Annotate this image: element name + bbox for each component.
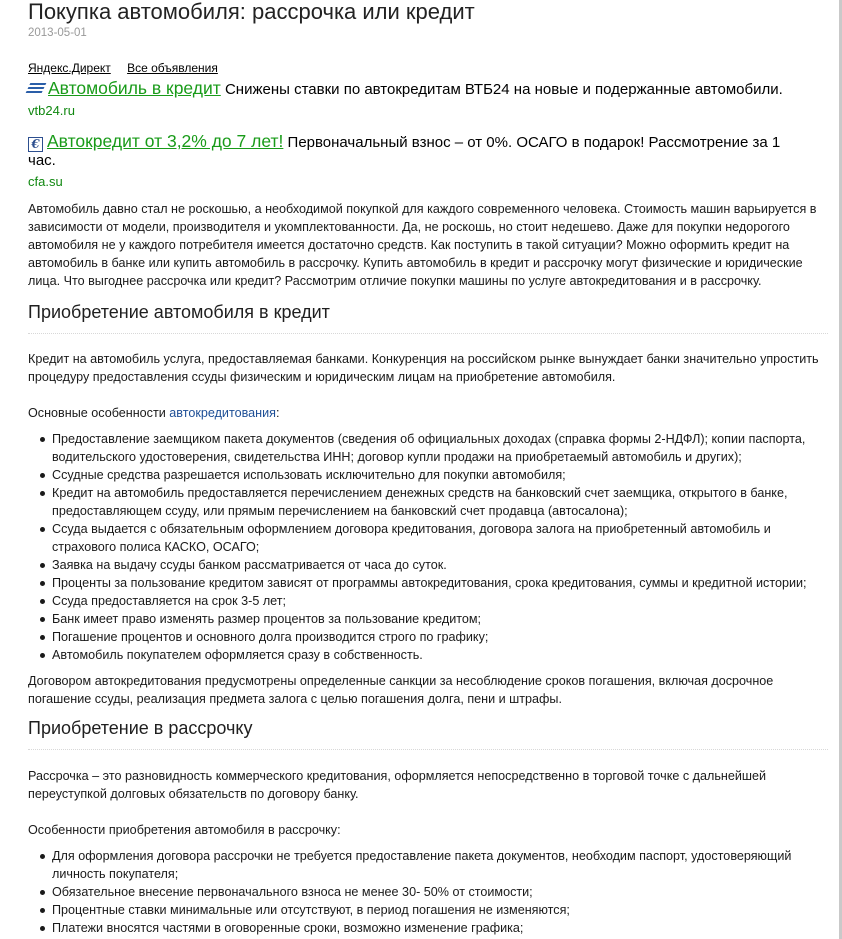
ad-domain[interactable]: vtb24.ru bbox=[28, 103, 75, 118]
list-item: Банк имеет право изменять размер процентов за пользование кредитом; bbox=[52, 610, 828, 628]
features-prefix: Основные особенности bbox=[28, 406, 170, 420]
list-item: Заявка на выдачу ссуды банком рассматривается от часа до суток. bbox=[52, 556, 828, 574]
ad-text: Первоначальный взнос – от 0%. ОСАГО в подарок! Рассмотрение за 1 час. bbox=[28, 134, 781, 169]
cfa-logo-icon: € bbox=[28, 137, 43, 152]
article-body bbox=[28, 200, 828, 937]
list-item: Для оформления договора рассрочки не требуется предоставление пакета документов, необходим паспорт, удостоверяющий личность покупателя; bbox=[52, 847, 828, 883]
list-item: Погашение процентов и основного долга производится строго по графику; bbox=[52, 628, 828, 646]
credit-features-list bbox=[28, 430, 828, 664]
ad-title-link[interactable]: Автокредит от 3,2% до 7 лет! bbox=[47, 131, 284, 151]
installment-features-intro: Особенности приобретения автомобиля в рассрочку: bbox=[28, 823, 341, 837]
section-heading-credit: Приобретение автомобиля в кредит bbox=[28, 302, 828, 334]
list-item: Обязательное внесение первоначального взноса не менее 30- 50% от стоимости; bbox=[52, 883, 828, 901]
ad-block bbox=[28, 79, 808, 118]
list-item: Ссуда выдается с обязательным оформлением договора кредитования, договора залога на приобретенный автомобиль и страхового полиса КАСКО, ОСАГО; bbox=[52, 520, 828, 556]
list-item: Платежи вносятся частями в оговоренные сроки, возможно изменение графика; bbox=[52, 919, 828, 937]
ad-domain[interactable]: cfa.su bbox=[28, 174, 63, 189]
vtb-logo-icon bbox=[26, 83, 47, 93]
autocredit-link[interactable]: автокредитования bbox=[169, 406, 276, 420]
list-item: Ссудные средства разрешается использовать исключительно для покупки автомобиля; bbox=[52, 466, 828, 484]
yandex-direct-header bbox=[28, 61, 828, 75]
publish-date: 2013-05-01 bbox=[28, 27, 87, 39]
all-ads-link[interactable]: Все объявления bbox=[127, 61, 218, 75]
yandex-direct-link[interactable]: Яндекс.Директ bbox=[28, 61, 111, 75]
installment-paragraph: Рассрочка – это разновидность коммерческого кредитования, оформляется непосредственно в торговой точке с дальнейшей переуступкой долговых обязательств по договору банку. bbox=[28, 769, 767, 801]
features-suffix: : bbox=[275, 406, 280, 420]
list-item: Процентные ставки минимальные или отсутствуют, в период погашения не изменяются; bbox=[52, 901, 828, 919]
credit-sanctions-paragraph: Договором автокредитования предусмотрены определенные санкции за несоблюдение сроков погашения, включая досрочное погашение ссуды, реализация предмета залога с целью погашения долга, пени и штрафы. bbox=[28, 674, 774, 706]
credit-paragraph: Кредит на автомобиль услуга, предоставляемая банками. Конкуренция на российском рынке вынуждает банки значительно упростить процедуру предоставления ссуды физическим и юридическим лицам на приобретение автомобиля. bbox=[28, 352, 819, 384]
list-item: Автомобиль покупателем оформляется сразу в собственность. bbox=[52, 646, 828, 664]
ad-text: Снижены ставки по автокредитам ВТБ24 на новые и подержанные автомобили. bbox=[224, 81, 783, 98]
article bbox=[28, 0, 828, 937]
intro-paragraph: Автомобиль давно стал не роскошью, а необходимой покупкой для каждого современного человека. Стоимость машин варьируется в зависимости от модели, производителя и укомплектованности. Да, не роскошь, но стоит недешево. Даже для покупки недорогого автомобиля не у каждого потребителя имеется достаточно средств. Как поступить в такой ситуации? Можно оформить кредит на автомобиль в банке или купить автомобиль в рассрочку. Купить автомобиль в кредит и рассрочку могут физические и юридические лица. Что выгоднее рассрочка или кредит? Рассмотрим отличие покупки машины по услуге автокредитования и в рассрочку. bbox=[28, 202, 817, 288]
installment-features-list bbox=[28, 847, 828, 937]
ad-title-link[interactable]: Автомобиль в кредит bbox=[48, 78, 221, 98]
list-item: Кредит на автомобиль предоставляется перечислением денежных средств на банковский счет заемщика, открытого в банке, предоставляющем ссуду, или прямым перечислением на банковский счет продавца (автосалона); bbox=[52, 484, 828, 520]
credit-features-intro bbox=[28, 404, 828, 422]
list-item: Проценты за пользование кредитом зависят от программы автокредитования, срока кредитования, суммы и кредитной истории; bbox=[52, 574, 828, 592]
page-title: Покупка автомобиля: рассрочка или кредит bbox=[28, 0, 475, 24]
section-heading-installment: Приобретение в рассрочку bbox=[28, 718, 828, 750]
list-item: Ссуда предоставляется на срок 3-5 лет; bbox=[52, 592, 828, 610]
list-item: Предоставление заемщиком пакета документов (сведения об официальных доходах (справка формы 2-НДФЛ); копии паспорта, водительского удостоверения, свидетельства ИНН; договор купли продажи на приобретаемый автомобиль и других); bbox=[52, 430, 828, 466]
ad-block bbox=[28, 132, 808, 189]
